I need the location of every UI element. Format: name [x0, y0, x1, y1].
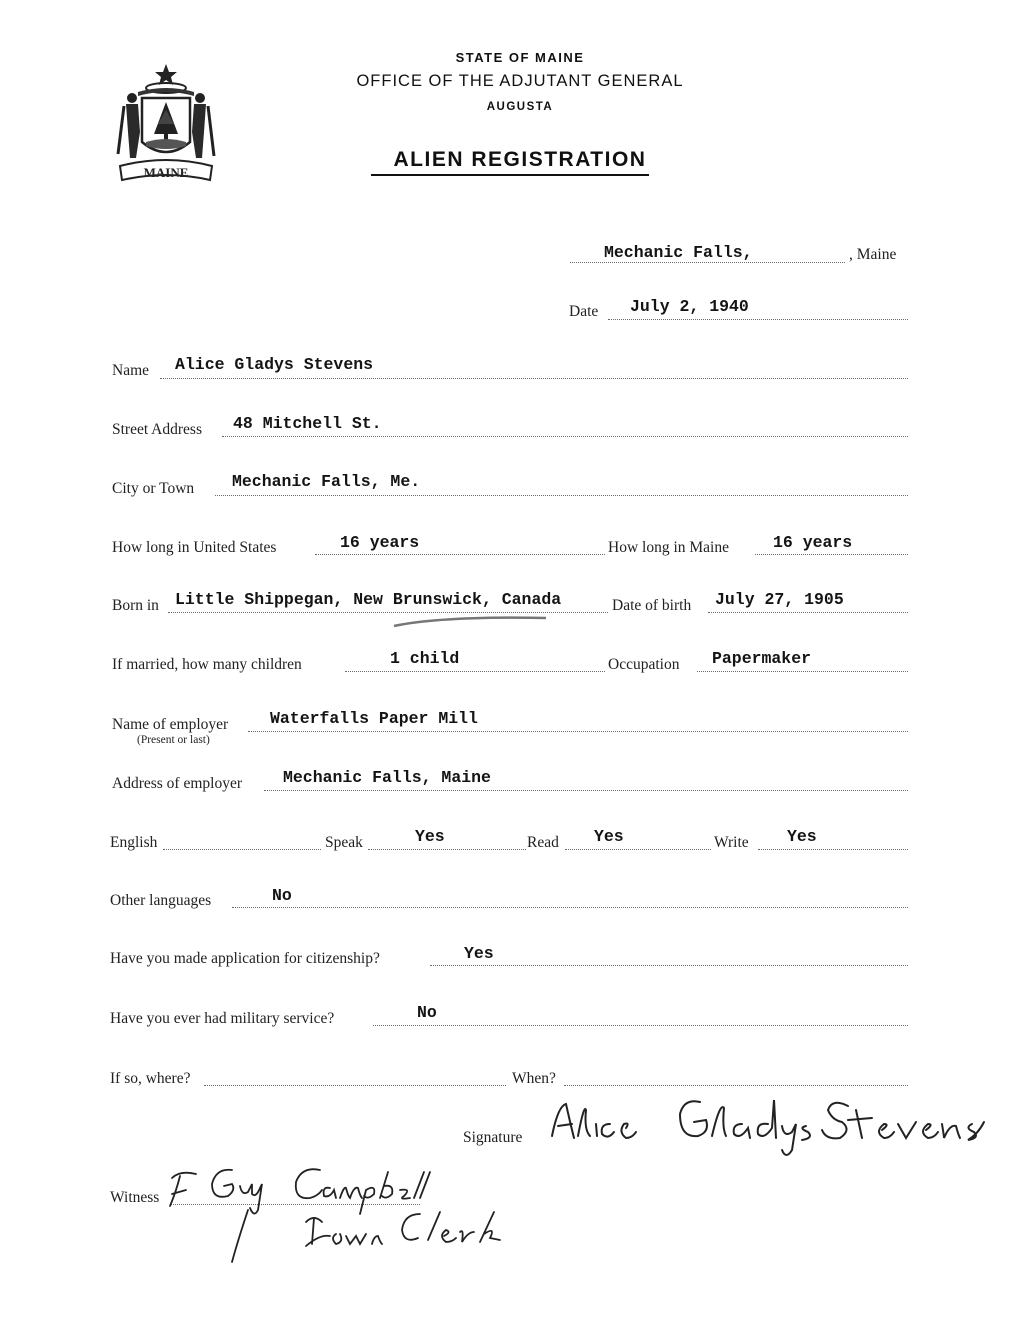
children-label: If married, how many children [112, 656, 302, 673]
english-label: English [110, 834, 158, 851]
if-so-where-label: If so, where? [110, 1070, 191, 1087]
write-label: Write [714, 834, 749, 851]
street-address-label: Street Address [112, 421, 202, 438]
city-or-town-label: City or Town [112, 480, 195, 497]
occupation-value: Papermaker [712, 649, 812, 668]
date-of-birth-label: Date of birth [612, 597, 692, 614]
military-label: Have you ever had military service? [110, 1010, 335, 1027]
employer-address-value: Mechanic Falls, Maine [283, 768, 491, 787]
city-heading: AUGUSTA [486, 101, 554, 113]
speak-label: Speak [325, 834, 363, 851]
how-long-us-label: How long in United States [112, 539, 277, 556]
how-long-maine-value: 16 years [773, 533, 853, 552]
when-label: When? [512, 1070, 556, 1087]
name-value: Alice Gladys Stevens [175, 355, 374, 374]
employer-name-value: Waterfalls Paper Mill [270, 709, 478, 728]
citizenship-label: Have you made application for citizenship? [110, 950, 380, 967]
born-in-label: Born in [112, 597, 159, 614]
date-of-birth-value: July 27, 1905 [715, 590, 844, 609]
city-or-town-value: Mechanic Falls, Me. [232, 472, 421, 491]
how-long-maine-label: How long in Maine [608, 539, 729, 556]
read-value: Yes [594, 827, 624, 846]
employer-name-label: Name of employer [112, 716, 229, 733]
name-label: Name [112, 362, 150, 379]
other-languages-label: Other languages [110, 892, 212, 909]
employer-note-label: (Present or last) [137, 734, 210, 746]
born-in-value: Little Shippegan, New Brunswick, Canada [175, 590, 562, 609]
date-label: Date [569, 303, 599, 320]
date-value: July 2, 1940 [630, 297, 749, 316]
seal-text: MAINE [143, 165, 189, 180]
citizenship-value: Yes [464, 944, 494, 963]
military-value: No [417, 1003, 437, 1022]
street-address-value: 48 Mitchell St. [233, 414, 382, 433]
read-label: Read [527, 834, 559, 851]
witness-label: Witness [110, 1189, 160, 1206]
occupation-label: Occupation [608, 656, 680, 673]
form-title: ALIEN REGISTRATION [393, 148, 647, 171]
town-value: Mechanic Falls, [604, 243, 753, 262]
office-heading: OFFICE OF THE ADJUTANT GENERAL [356, 72, 684, 90]
state-heading: STATE OF MAINE [455, 50, 585, 65]
speak-value: Yes [415, 827, 445, 846]
signature-label: Signature [463, 1129, 523, 1146]
children-value: 1 child [390, 649, 460, 668]
state-suffix-label: , Maine [849, 246, 897, 263]
write-value: Yes [787, 827, 817, 846]
employer-address-label: Address of employer [112, 775, 242, 792]
other-languages-value: No [272, 886, 292, 905]
how-long-us-value: 16 years [340, 533, 420, 552]
